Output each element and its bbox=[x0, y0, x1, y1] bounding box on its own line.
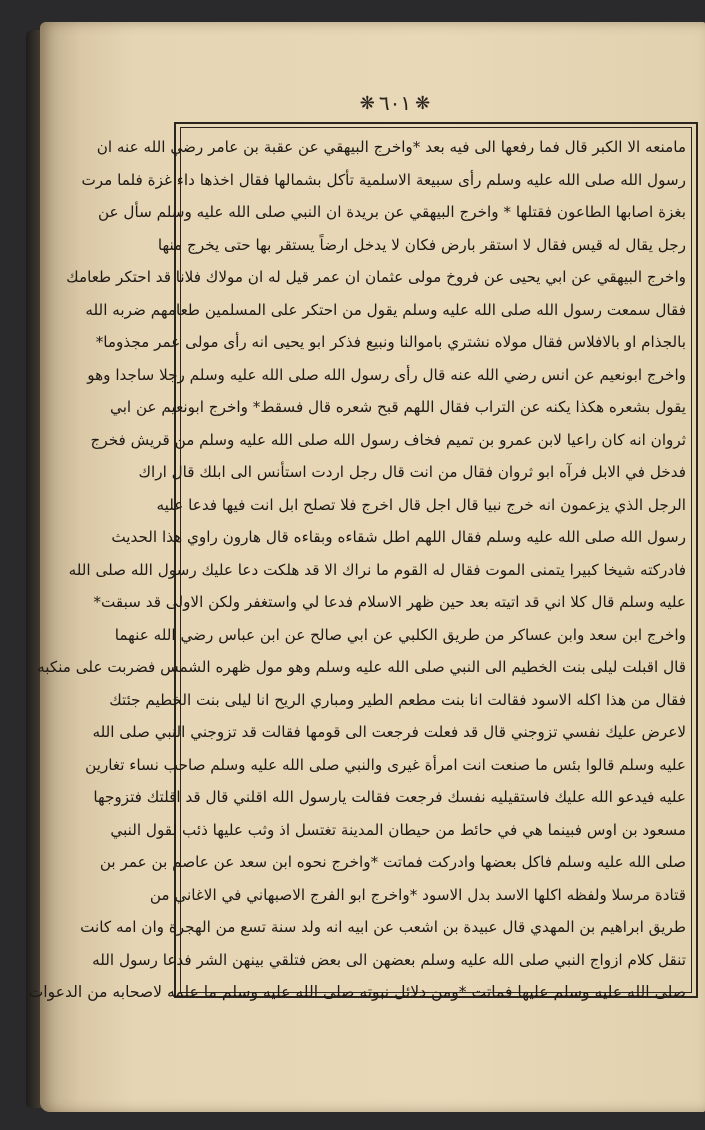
text-line: رسول الله صلى الله عليه وسلم فقال اللهم اطل شقاءه وبقاءه قال هارون راوي هذا الحديث bbox=[111, 528, 686, 546]
text-line: فدخل في الابل فرآه ابو ثروان فقال من انت قال رجل اردت استأنس الى ابلك قال اراك bbox=[138, 463, 686, 481]
text-line: عليه وسلم قالوا بئس ما صنعت انت امرأة غيرى والنبي صلى الله عليه وسلم صاحب نساء تغارين bbox=[85, 755, 686, 774]
text-line: صلى الله عليه وسلم عليها فماتت *ومن دلائل نبوته صلى الله عليه وسلم ما علمه لاصحابه من الدعوات bbox=[28, 983, 686, 1001]
text-line: فقال من هذا اكله الاسود فقالت انا بنت مطعم الطير ومباري الريح انا ليلى بنت الخطيم جئتك bbox=[109, 690, 686, 709]
text-line: الرجل الذي يزعمون انه خرج نبيا قال اجل قال اخرج فلا تصلح ابل انت فيها فدعا عليه bbox=[156, 495, 686, 514]
text-line: صلى الله عليه وسلم فاكل بعضها وادركت فماتت *واخرج نحوه ابن سعد عن عاصم بن عمر بن bbox=[99, 853, 686, 871]
text-block bbox=[28, 131, 686, 1001]
ornament-left-icon: ❋ bbox=[359, 92, 375, 114]
text-line: طريق ابراهيم بن المهدي قال عبيدة بن اشعب عن ابيه انه ولد سنة تسع من الهجرة وان امه كانت bbox=[80, 918, 686, 936]
text-line: قتادة مرسلا ولفظه اكلها الاسد بدل الاسود *واخرج ابو الفرج الاصبهاني في الاغاني من bbox=[149, 885, 686, 904]
text-line: لاعرض عليك نفسي تزوجني قال قد فعلت فرجعت الى قومها فقالت قد تزوجني النبي صلى الله bbox=[92, 723, 686, 741]
text-line: واخرج البيهقي عن ابي يحيى عن فروخ مولى عثمان ان عمر قيل له ان مولاك فلانا قد احتكر طعامك bbox=[66, 268, 686, 286]
text-line: فادركته شيخا كبيرا يتمنى الموت فقال له القوم ما نراك الا قد هلكت دعا عليك رسول الله صلى الله bbox=[68, 560, 686, 579]
text-line: قال اقبلت ليلى بنت الخطيم الى النبي صلى الله عليه وسلم وهو مول ظهره الشمس فضربت على منكبه bbox=[37, 658, 686, 676]
text-line: واخرج ابن سعد وابن عساكر من طريق الكلبي عن ابي صالح عن ابن عباس رضي الله عنهما bbox=[114, 625, 686, 644]
text-line: مامنعه الا الكبر قال فما رفعها الى فيه بعد *واخرج البيهقي عن عقبة بن عامر رضي الله عنه ان bbox=[96, 138, 686, 156]
text-line: بالجذام او بالافلاس فقال مولاه نشتري باموالنا ونبيع فذكر ابو يحيى انه رأى مولى عمر مجذوما* bbox=[95, 333, 686, 351]
text-line: بغزة اصابها الطاعون فقتلها * واخرج البيهقي عن بريدة ان النبي صلى الله عليه وسلم سأل عن bbox=[97, 203, 686, 221]
text-line: ثروان انه كان راعيا لابن عمرو بن تميم فخاف رسول الله صلى الله عليه وسلم من قريش فخرج bbox=[90, 430, 686, 449]
text-line: رسول الله صلى الله عليه وسلم رأى سبيعة الاسلمية تأكل بشمالها فقال اخذها داء غزة فلما مرت bbox=[81, 170, 686, 189]
text-line: عليه فيدعو الله عليك فاستقيليه نفسك فرجعت فقالت يارسول الله اقلني قال قد اقلتك فتزوجها bbox=[93, 788, 686, 806]
page-number: ٦٠١ bbox=[378, 91, 412, 115]
text-line: رجل يقال له قيس فقال لا استقر بارض فكان لا يدخل ارضاً يستقر بها حتى يخرج منها bbox=[157, 235, 686, 254]
text-line: تنقل كلام ازواج النبي صلى الله عليه وسلم بعضهن الى بعض فتلقي بينهن الشر فدعا رسول الله bbox=[92, 950, 686, 969]
text-line: واخرج ابونعيم عن انس رضي الله عنه قال رأى رسول الله صلى الله عليه وسلم رجلا ساجدا وهو bbox=[87, 365, 686, 384]
text-line: يقول بشعره هكذا يكنه عن التراب فقال اللهم قبح شعره قال فسقط* واخرج ابونعيم عن ابي bbox=[110, 398, 686, 416]
page-number-header bbox=[350, 88, 440, 118]
ornament-right-icon: ❋ bbox=[415, 92, 431, 114]
text-line: مسعود بن اوس فبينما هي في حائط من حيطان المدينة تغتسل اذ وثب عليها ذئب لقول النبي bbox=[110, 820, 686, 839]
text-line: عليه وسلم قال كلا اني قد اتيته بعد حين ظهر الاسلام فدعا لي واستغفر ولكن الاولى قد سبقت* bbox=[93, 593, 686, 611]
text-line: فقال سمعت رسول الله صلى الله عليه وسلم يقول من احتكر على المسلمين طعامهم ضربه الله bbox=[85, 300, 686, 319]
